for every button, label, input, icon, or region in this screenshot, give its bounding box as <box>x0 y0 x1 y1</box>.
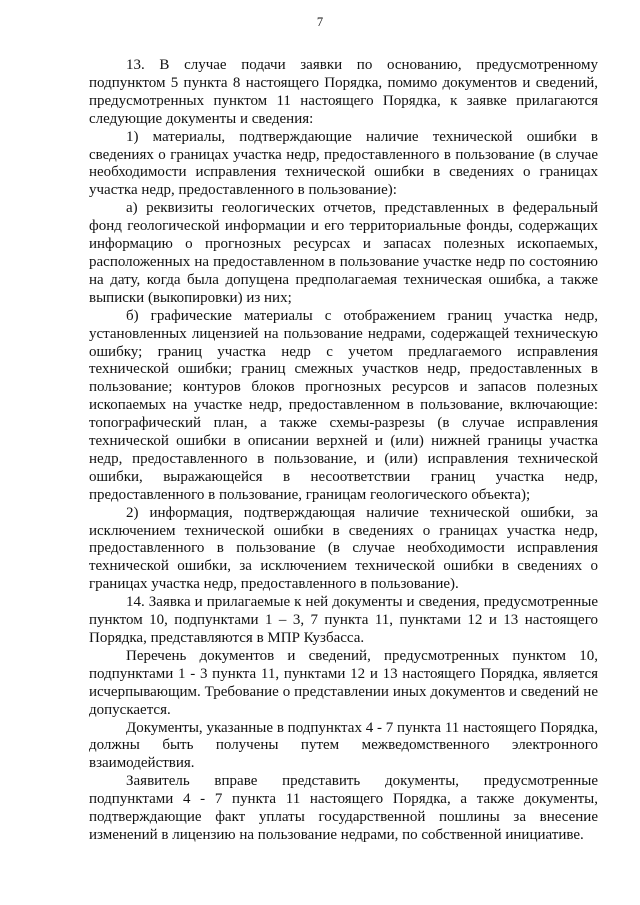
paragraph-document-list: Перечень документов и сведений, предусмотренных пунктом 10, подпунктами 1 - 3 пункта 11, пунктами 12 и 13 настоящего Порядка, является исчерпывающим. Требование о представлении иных документов и сведений не допускается. <box>89 647 598 718</box>
paragraph-applicant-right: Заявитель вправе представить документы, предусмотренные подпунктами 4 - 7 пункта 11 настоящего Порядка, а также документы, подтверждающие факт уплаты государственной пошлины за внесение изменений в лицензию на пользование недрами, по собственной инициативе. <box>89 773 598 843</box>
paragraph-13-item-2: 2) информация, подтверждающая наличие технической ошибки, за исключением технической ошибки в сведениях о границах участка недр, предоставленного в пользование (в случае необходимости исправления технической ошибки, за исключением технической ошибки в сведениях о границах участка недр, предоставленного в пользование). <box>89 504 598 593</box>
paragraph-interagency-documents: Документы, указанные в подпунктах 4 - 7 пункта 11 настоящего Порядка, должны быть получены путем межведомственного электронного взаимодействия. <box>89 719 598 772</box>
page-number: 7 <box>316 15 324 29</box>
document-body <box>89 57 598 845</box>
paragraph-13-item-1a: а) реквизиты геологических отчетов, представленных в федеральный фонд геологической информации и его территориальные фонды, содержащих информацию о прогнозных ресурсах и запасах полезных ископаемых, расположенных на предоставленном в пользование участке недр по состоянию на дату, когда была допущена предполагаемая техническая ошибка, а также выписки (выкопировки) из них; <box>89 200 598 306</box>
paragraph-13-item-1b: б) графические материалы с отображением границ участка недр, установленных лицензией на пользование недрами, содержащей техническую ошибку; границ участка недр с учетом предлагаемого исправления технической ошибки; границ смежных участков недр, предоставленных в пользование; контуров блоков прогнозных ресурсов и запасов полезных ископаемых на участке недр, предоставленном в пользование, включающие: топографический план, а также схемы-разрезы (в случае исправления технической ошибки в описании верхней и (или) нижней границы участка недр, предоставленного в пользование, и (или) исправления технической ошибки, выражающейся в несоответствии границ участка недр, предоставленного в пользование, границам геологического объекта); <box>89 307 598 503</box>
paragraph-14: 14. Заявка и прилагаемые к ней документы и сведения, предусмотренные пунктом 10, подпунктами 1 – 3, 7 пункта 11, пунктами 12 и 13 настоящего Порядка, представляются в МПР Кузбасса. <box>89 594 598 646</box>
paragraph-13: 13. В случае подачи заявки по основанию, предусмотренному подпунктом 5 пункта 8 настоящего Порядка, помимо документов и сведений, предусмотренных пунктом 11 настоящего Порядка, к заявке прилагаются следующие документы и сведения: <box>89 57 598 127</box>
paragraph-13-item-1: 1) материалы, подтверждающие наличие технической ошибки в сведениях о границах участка недр, предоставленного в пользование (в случае необходимости исправления технической ошибки в сведениях о границах участка недр, предоставленного в пользование): <box>89 128 598 199</box>
